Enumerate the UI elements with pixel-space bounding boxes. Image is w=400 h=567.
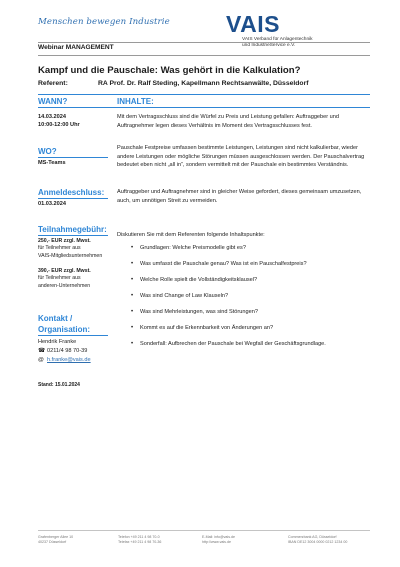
section-divider-kontakt [38,335,108,336]
contact-email-link[interactable]: h.franke@vais.de [47,357,91,363]
vais-logo [226,13,366,49]
section-divider-wann [38,94,370,95]
wo-value: MS-Teams [38,160,66,166]
footer-address-line-2: 40237 Düsseldorf [38,540,67,544]
list-item: • Grundlagen: Welche Preismodelle gibt es? [131,244,369,252]
inhalte-paragraph-3: Auftraggeber und Auftragnehmer sind in gleicher Weise gefordert, dieses gemeinsam umzusetzen, auch, um unnötigen Streit zu vermeiden. [117,189,362,204]
footer-divider [38,530,370,531]
kontakt-heading-2: Organisation: [38,325,91,334]
webinar-time: 10:00-12:00 Uhr [38,122,80,128]
section-divider-wann-bottom [38,107,370,108]
fee-members [38,238,113,260]
footer-bank-line-2: IBAN DE12 3004 0000 0212 1234 00 [288,540,348,544]
list-item: • Welche Rolle spielt die Vollständigkeitsklausel? [131,276,369,284]
list-item: • Was sind Change of Law Klauseln? [131,292,369,300]
contact-name: Hendrik Franke [38,339,77,345]
contact-email-row [38,356,91,364]
fee-others-desc-1: für Teilnehmer aus [38,275,81,282]
contact-phone-row [38,347,87,355]
list-item: • Was umfasst die Pauschale genau? Was ist ein Pauschalfestpreis? [131,260,369,268]
footer-bank [288,535,347,545]
footer-address-line-1: Grafenberger Allee 10 [38,535,74,539]
referent-label: Referent: [38,80,68,87]
section-divider-anmeldeschluss [38,198,108,199]
footer-phone-line-1: Telefon +49 211 4 98 70-0 [118,535,160,539]
fee-others [38,268,113,290]
inhalte-paragraph-1: Mit dem Vertragsschluss sind die Würfel zu Preis und Leistung gefallen: Auftraggeber und Auftragnehmer legen dieses Verhältnis im Moment des Vertragsschlusses fest. [117,114,340,129]
footer-email: E-Mail: info@vais.de [202,535,236,539]
stand-date: Stand: 15.01.2024 [38,382,80,388]
fee-members-desc-2: VAIS-Mitgliedsunternehmen [38,252,103,259]
list-item: • Was sind Mehrleistungen, was sind Störungen? [131,308,369,316]
teilnahme-heading: Teilnahmegebühr: [38,225,107,234]
webinar-label: Webinar MANAGEMENT [38,44,114,51]
footer-address [38,535,73,545]
referent-value: RA Prof. Dr. Ralf Steding, Kapellmann Rechtsanwälte, Düsseldorf [98,80,309,87]
list-item: • Sonderfall: Aufbrechen der Pauschale bei Wegfall der Geschäftsgrundlage. [131,340,369,348]
inhalte-heading: INHALTE: [117,97,154,106]
footer-bank-line-1: Commerzbank AG, Düsseldorf [288,535,337,539]
logo-wordmark: VAIS [226,11,280,37]
list-item: • Kommt es auf die Erkennbarkeit von Änderungen an? [131,324,369,332]
subheader-divider [38,55,370,56]
fee-others-price: 390,- EUR zzgl. Mwst. [38,268,91,274]
footer-website: http://www.vais.de [202,540,231,544]
fee-others-desc-2: anderen-Unternehmen [38,282,91,289]
logo-subline-1: VAIS Verband für Anlagentechnik [242,37,313,42]
tagline: Menschen bewegen Industrie [38,17,170,27]
webinar-date: 14.03.2024 [38,114,66,120]
footer-phone [118,535,161,545]
page-title: Kampf und die Pauschale: Was gehört in die Kalkulation? [38,65,301,76]
footer-web [202,535,235,545]
topics-intro: Diskutieren Sie mit dem Referenten folgende Inhaltspunkte: [117,232,265,238]
anmeldeschluss-heading: Anmeldeschluss: [38,188,105,197]
phone-icon: ☎ [38,348,46,354]
wo-heading: WO? [38,147,57,156]
section-divider-teilnahme [38,235,108,236]
wann-heading: WANN? [38,97,68,106]
contact-phone: 0211/4 98 70-39 [47,348,88,354]
anmeldeschluss-value: 01.03.2024 [38,201,66,207]
at-icon: @ [38,357,44,363]
logo-subline-2: und IndustrieService e.V. [242,43,296,48]
kontakt-heading-1: Kontakt / [38,314,73,323]
section-divider-wo [38,157,108,158]
fee-members-price: 250,- EUR zzgl. Mwst. [38,238,91,244]
inhalte-paragraph-2: Pauschale Festpreise umfassen bestimmte Leistungen, Leistungen sind nicht kalkulierbar, wieder andere Leistungen oder mögliche Störungen müssen ausgeschlossen werden. Der Pauschalvertrag bedeutet eben nicht „all in“, sondern vermittelt mit der Pauschale ein bestimmtes Verständnis. [117,145,365,169]
header-divider [38,42,370,43]
footer-phone-line-2: Telefax +49 211 4 98 70-36 [118,540,162,544]
fee-members-desc-1: für Teilnehmer aus [38,245,81,252]
